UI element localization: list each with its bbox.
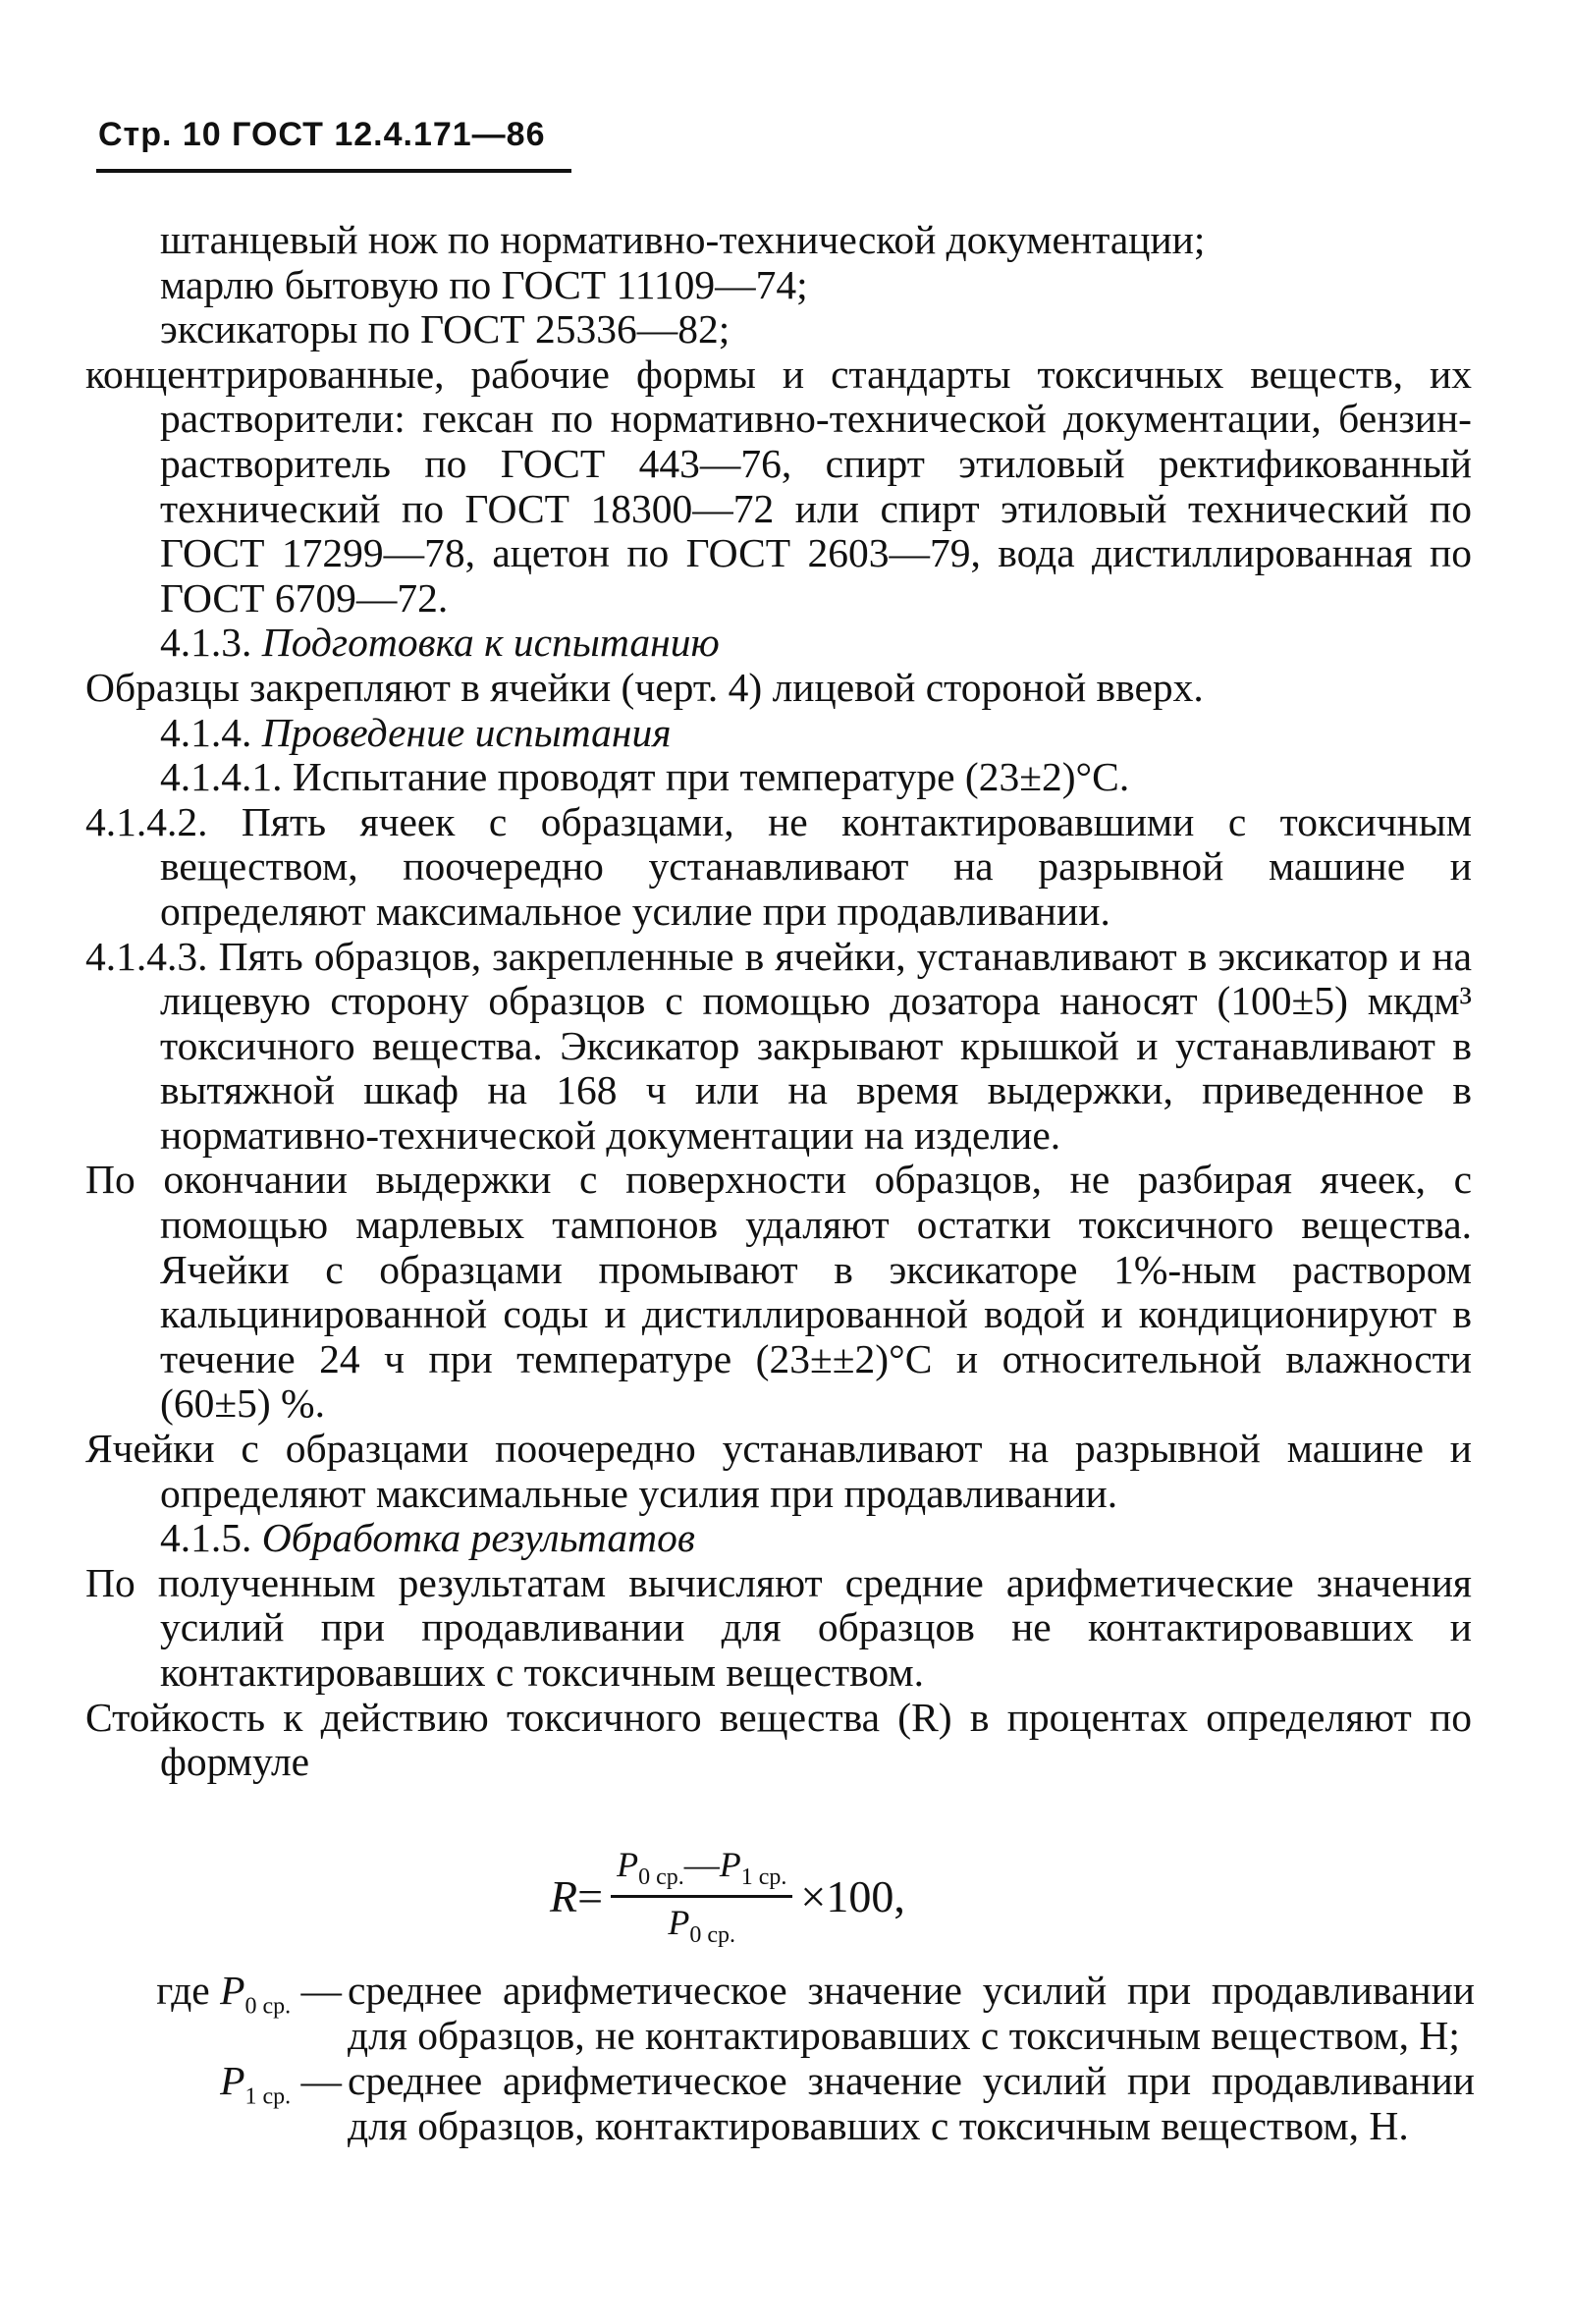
section-heading-4-1-5 — [160, 1516, 1472, 1561]
definitions-list — [110, 1968, 1475, 2148]
numerator-subscript: 0 ср. — [638, 1865, 684, 1891]
paragraph — [85, 1427, 1472, 1516]
paragraph: эксикаторы по ГОСТ 25336—82; — [160, 306, 730, 352]
denominator-subscript: 0 ср. — [689, 1922, 736, 1949]
paragraph-text: Стойкость к действию токсичного вещества (R) в процентах определяют по формуле — [85, 1694, 1472, 1785]
term-symbol: P — [220, 2058, 245, 2103]
definition-row — [110, 1968, 1475, 2058]
section-number: 4.1.3. — [160, 620, 252, 666]
where-label: где — [156, 1968, 210, 2013]
formula-lhs: R — [550, 1871, 578, 1922]
definition-row — [110, 2058, 1475, 2148]
definition-text: среднее арифметическое значение усилий при продавливании для образцов, не контактировавших с токсичным веществом, Н; — [348, 1968, 1475, 2058]
paragraph — [85, 1158, 1472, 1427]
numerator-symbol: P — [719, 1845, 741, 1884]
section-number: 4.1.4. — [160, 709, 252, 755]
section-title: Подготовка к испытанию — [261, 620, 720, 666]
denominator-symbol: P — [668, 1903, 690, 1943]
paragraph — [85, 352, 1472, 622]
definition-text: среднее арифметическое значение усилий при продавливании для образцов, контактировавших с токсичным веществом, Н. — [348, 2058, 1475, 2148]
paragraph-text: Ячейки с образцами поочередно устанавливают на разрывной машине и определяют максимальные усилия при продавливании. — [85, 1426, 1472, 1516]
paragraph — [85, 666, 1472, 711]
paragraph-text: 4.1.4.3. Пять образцов, закрепленные в ячейки, устанавливают в эксикатор и на лицевую сторону образцов с помощью дозатора наносят (100±5) мкдм³ токсичного вещества. Эксикатор закрывают крышкой и устанавливают в вытяжной шкаф на 168 ч или на время выдержки, приведенное в нормативно-технической документации на изделие. — [85, 933, 1472, 1158]
document-body — [85, 217, 1472, 1785]
numerator-subscript: 1 ср. — [740, 1865, 787, 1891]
term-subscript: 0 ср. — [244, 1993, 292, 2020]
formula — [550, 1844, 905, 1949]
paragraph-text: По окончании выдержки с поверхности образцов, не разбирая ячеек, с помощью марлевых тампонов удаляют остатки токсичного вещества. Ячейки с образцами промывают в эксикаторе 1%-ным раствором кальцинированной соды и дистиллированной водой и кондиционируют в течение 24 ч при температуре (23±±2)°С и относительной влажности (60±5) %. — [85, 1157, 1472, 1427]
paragraph — [85, 1696, 1472, 1785]
definition-term — [110, 1968, 342, 2058]
section-title: Обработка результатов — [261, 1515, 695, 1561]
term-dash: — — [291, 2058, 342, 2103]
minus-sign: — — [683, 1845, 720, 1884]
numerator-symbol: P — [617, 1845, 639, 1884]
paragraph — [85, 800, 1472, 935]
paragraph — [85, 935, 1472, 1159]
paragraph: 4.1.4.1. Испытание проводят при температуре (23±2)°С. — [160, 754, 1130, 800]
header-rule — [96, 169, 571, 173]
term-dash: — — [291, 1968, 342, 2013]
term-symbol: P — [220, 1968, 245, 2013]
paragraph-text: концентрированные, рабочие формы и стандарты токсичных веществ, их растворители: гексан по нормативно-технической документации, бензин-растворитель по ГОСТ 443—76, спирт этиловый ректификованный технический по ГОСТ 18300—72 или спирт этиловый технический по ГОСТ 17299—78, ацетон по ГОСТ 2603—79, вода дистиллированная по ГОСТ 6709—72. — [85, 351, 1472, 621]
formula-fraction — [611, 1844, 792, 1949]
page-header: Стр. 10 ГОСТ 12.4.171—86 — [98, 116, 546, 153]
section-heading-4-1-3 — [160, 621, 1472, 666]
section-heading-4-1-4 — [160, 711, 1472, 756]
paragraph: марлю бытовую по ГОСТ 11109—74; — [160, 261, 808, 307]
paragraph: штанцевый нож по нормативно-технической документации; — [160, 217, 1206, 262]
formula-numerator — [611, 1844, 792, 1891]
paragraph-text: 4.1.4.2. Пять ячеек с образцами, не контактировавшими с токсичным веществом, поочередно устанавливают на разрывной машине и определяют максимальное усилие при продавливании. — [85, 798, 1472, 934]
formula-multiplier: ×100, — [800, 1871, 905, 1922]
section-number: 4.1.5. — [160, 1515, 252, 1561]
paragraph-text: По полученным результатам вычисляют средние арифметические значения усилий при продавливании для образцов не контактировавших и контактировавших с токсичным веществом. — [85, 1559, 1472, 1695]
term-subscript: 1 ср. — [244, 2083, 292, 2110]
paragraph — [85, 1561, 1472, 1696]
fraction-bar — [611, 1895, 792, 1898]
formula-equals: = — [577, 1871, 604, 1922]
paragraph-text: Образцы закрепляют в ячейки (черт. 4) лицевой стороной вверх. — [85, 664, 1204, 710]
formula-denominator — [662, 1902, 741, 1949]
section-title: Проведение испытания — [261, 709, 672, 755]
definition-term — [110, 2058, 342, 2148]
